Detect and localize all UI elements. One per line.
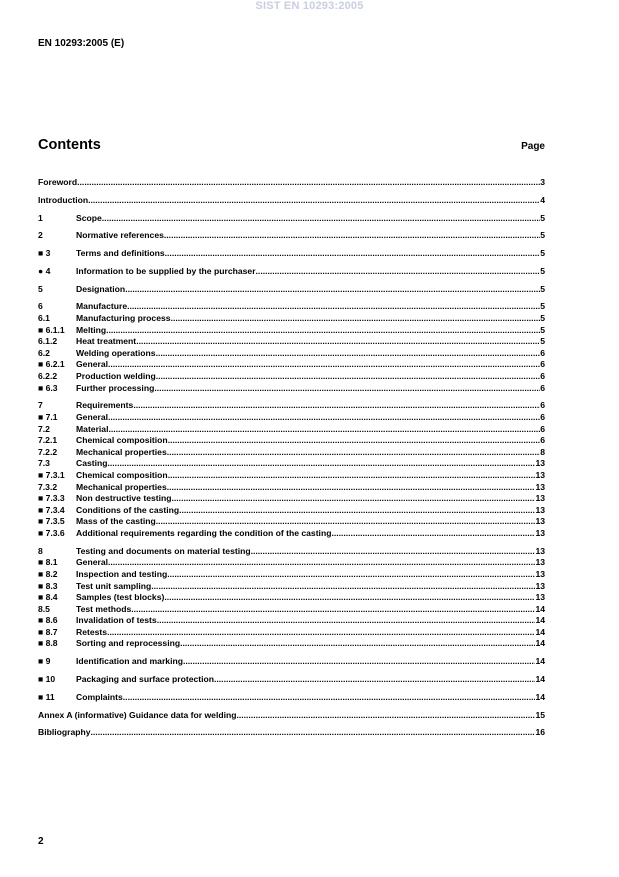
toc-entry-page: 13 <box>535 493 545 504</box>
dot-leader <box>106 325 540 337</box>
dot-leader <box>165 248 541 260</box>
dot-leader <box>167 482 536 494</box>
toc-entry-number: ■ 8.6 <box>38 615 58 626</box>
dot-leader <box>183 656 535 668</box>
toc-entry[interactable] <box>38 412 545 424</box>
toc-entry-title: Mechanical properties <box>76 446 167 457</box>
toc-entry-title: Information to be supplied by the purchaser <box>76 265 256 276</box>
toc-entry-number: 5 <box>38 283 43 294</box>
dot-leader <box>331 528 535 540</box>
toc-entry-title: Chemical composition <box>76 469 168 480</box>
toc-entry-page: 13 <box>535 481 545 492</box>
toc-entry-title: Test unit sampling <box>76 580 152 591</box>
toc-entry-title: Heat treatment <box>76 336 137 347</box>
dot-leader <box>108 424 540 436</box>
dot-leader <box>167 569 535 581</box>
toc-entry[interactable] <box>38 177 545 189</box>
toc-entry-title: Manufacture <box>76 301 128 312</box>
toc-entry-number: 7 <box>38 400 43 411</box>
toc-entry[interactable] <box>38 493 545 505</box>
toc-entry-page: 5 <box>540 324 545 335</box>
toc-entry[interactable] <box>38 301 545 313</box>
toc-entry[interactable] <box>38 569 545 581</box>
toc-entry-title: Chemical composition <box>76 435 168 446</box>
toc-entry-number: 7.3 <box>38 458 50 469</box>
toc-entry-title: Complaints <box>76 691 123 702</box>
toc-entry-title: Normative references <box>76 230 164 241</box>
toc-entry-page: 16 <box>535 727 545 738</box>
dot-leader <box>131 604 535 616</box>
dot-leader <box>251 546 536 558</box>
toc-entry-title: Conditions of the casting <box>76 504 180 515</box>
toc-entry-title: Requirements <box>76 400 134 411</box>
toc-entry-number: ■ 8.4 <box>38 592 58 603</box>
dot-leader <box>180 638 535 650</box>
toc-entry-title: Additional requirements regarding the condition of the casting <box>76 527 332 538</box>
toc-entry-page: 14 <box>535 691 545 702</box>
dot-leader <box>108 412 540 424</box>
toc-entry-title: Welding operations <box>76 347 156 358</box>
toc-entry[interactable] <box>38 615 545 627</box>
toc-entry-number: ■ 6.3 <box>38 382 58 393</box>
toc-entry-number: ■ 10 <box>38 674 56 685</box>
dot-leader <box>156 371 540 383</box>
toc-entry[interactable] <box>38 692 545 704</box>
toc-entry-page: 6 <box>540 359 545 370</box>
toc-entry-number: 7.2.1 <box>38 435 58 446</box>
toc-entry-title: Mass of the casting <box>76 516 156 527</box>
toc-entry-page: 6 <box>540 371 545 382</box>
toc-entry-number: ■ 7.3.4 <box>38 504 65 515</box>
toc-entry-title: Mechanical properties <box>76 481 167 492</box>
dot-leader <box>108 557 535 569</box>
toc-entry[interactable] <box>38 371 545 383</box>
toc-entry-number: 6.2.2 <box>38 371 58 382</box>
toc-entry-title: Sorting and reprocessing <box>76 638 181 649</box>
toc-entry-page: 6 <box>540 435 545 446</box>
toc-entry[interactable] <box>38 546 545 558</box>
toc-entry-number: 1 <box>38 212 43 223</box>
toc-entry-page: 5 <box>540 248 545 259</box>
toc-entry-title: Testing and documents on material testing <box>76 545 251 556</box>
toc-entry[interactable] <box>38 458 545 470</box>
toc-entry-number: ■ 11 <box>38 691 55 702</box>
toc-entry-number: ■ 8.7 <box>38 626 58 637</box>
toc-entry-title: Introduction <box>38 194 89 205</box>
toc-entry-page: 3 <box>540 177 545 187</box>
toc-entry-page: 13 <box>535 458 545 469</box>
toc-entry-number: 6 <box>38 301 43 312</box>
toc-entry-page: 6 <box>540 423 545 434</box>
toc-entry-title: Scope <box>76 212 102 223</box>
toc-entry[interactable] <box>38 674 545 686</box>
toc-entry-number: ■ 6.2.1 <box>38 359 65 370</box>
toc-entry-page: 5 <box>540 336 545 347</box>
toc-entry-title: Test methods <box>76 603 132 614</box>
toc-entry-title: General <box>76 359 109 370</box>
dot-leader <box>154 383 540 395</box>
dot-leader <box>107 627 535 639</box>
dot-leader <box>102 213 540 225</box>
toc-entry[interactable] <box>38 656 545 668</box>
table-of-contents <box>38 177 545 739</box>
dot-leader <box>77 177 540 189</box>
toc-entry[interactable] <box>38 266 545 278</box>
dot-leader <box>236 710 535 722</box>
toc-entry-page: 5 <box>540 283 545 294</box>
toc-entry-page: 13 <box>535 545 545 556</box>
toc-entry-number: 7.2.2 <box>38 446 58 457</box>
dot-leader <box>88 195 540 207</box>
toc-entry-page: 5 <box>540 313 545 324</box>
toc-entry-title: Non destructive testing <box>76 493 172 504</box>
toc-entry-page: 5 <box>540 230 545 241</box>
dot-leader <box>108 359 540 371</box>
toc-entry[interactable] <box>38 336 545 348</box>
toc-entry-title: General <box>76 412 109 422</box>
page-number: 2 <box>38 836 44 847</box>
toc-entry[interactable] <box>38 435 545 447</box>
dot-leader <box>123 692 536 704</box>
toc-entry-page: 13 <box>535 527 545 538</box>
dot-leader <box>125 284 540 296</box>
toc-entry-title: Bibliography <box>38 727 91 738</box>
dot-leader <box>168 435 541 447</box>
toc-entry-number: ■ 7.3.1 <box>38 469 65 480</box>
toc-entry-number: ■ 3 <box>38 248 51 259</box>
toc-entry-number: ■ 7.3.3 <box>38 493 65 504</box>
toc-entry[interactable] <box>38 313 545 325</box>
toc-entry[interactable] <box>38 528 545 540</box>
toc-entry-page: 6 <box>540 412 545 422</box>
toc-entry-page: 6 <box>540 347 545 358</box>
toc-entry[interactable] <box>38 359 545 371</box>
toc-entry-number: ■ 9 <box>38 656 51 667</box>
toc-entry[interactable] <box>38 592 545 604</box>
toc-entry-page: 14 <box>535 656 545 667</box>
toc-entry-page: 6 <box>540 382 545 393</box>
toc-entry[interactable] <box>38 604 545 616</box>
dot-leader <box>179 505 535 517</box>
toc-entry-page: 13 <box>535 516 545 527</box>
toc-entry[interactable] <box>38 230 545 242</box>
toc-entry[interactable] <box>38 470 545 482</box>
toc-entry-page: 5 <box>540 265 545 276</box>
toc-entry-page: 13 <box>535 592 545 603</box>
watermark: SIST EN 10293:2005 <box>255 0 364 12</box>
toc-entry-title: Inspection and testing <box>76 568 168 579</box>
toc-entry-number: ● 4 <box>38 265 51 276</box>
toc-entry-title: Designation <box>76 283 126 294</box>
toc-entry[interactable] <box>38 516 545 528</box>
toc-entry[interactable] <box>38 557 545 569</box>
toc-entry[interactable] <box>38 710 545 722</box>
toc-entry-title: Manufacturing process <box>76 313 171 324</box>
dot-leader <box>164 230 540 242</box>
toc-entry-title: Identification and marking <box>76 656 183 667</box>
dot-leader <box>91 727 536 739</box>
toc-entry-page: 13 <box>535 568 545 579</box>
dot-leader <box>156 348 541 360</box>
toc-entry-page: 5 <box>540 301 545 312</box>
toc-entry-title: Retests <box>76 626 108 637</box>
toc-entry-page: 14 <box>535 674 545 685</box>
toc-entry[interactable] <box>38 627 545 639</box>
toc-entry-title: Melting <box>76 324 107 335</box>
toc-entry-number: ■ 8.3 <box>38 580 58 591</box>
toc-entry[interactable] <box>38 325 545 337</box>
toc-entry[interactable] <box>38 581 545 593</box>
dot-leader <box>172 493 536 505</box>
dot-leader <box>133 400 540 412</box>
toc-entry-title: Material <box>76 423 109 434</box>
toc-entry-page: 13 <box>535 580 545 591</box>
toc-entry-page: 8 <box>540 446 545 457</box>
document-id: EN 10293:2005 (E) <box>38 38 125 49</box>
toc-entry-page: 14 <box>535 603 545 614</box>
toc-entry-number: 7.2 <box>38 423 50 434</box>
toc-entry-number: 6.2 <box>38 347 50 358</box>
dot-leader <box>256 266 541 278</box>
toc-entry[interactable] <box>38 348 545 360</box>
toc-entry-number: 6.1 <box>38 313 50 324</box>
toc-entry[interactable] <box>38 727 545 739</box>
dot-leader <box>164 592 535 604</box>
toc-entry-page: 14 <box>535 626 545 637</box>
dot-leader <box>214 674 535 686</box>
toc-entry[interactable] <box>38 383 545 395</box>
dot-leader <box>167 447 540 459</box>
page-column-label: Page <box>521 141 545 152</box>
dot-leader <box>168 470 536 482</box>
dot-leader <box>157 615 536 627</box>
toc-entry[interactable] <box>38 195 545 207</box>
dot-leader <box>151 581 535 593</box>
toc-entry-title: Production welding <box>76 371 156 382</box>
toc-entry[interactable] <box>38 638 545 650</box>
toc-entry[interactable] <box>38 284 545 296</box>
toc-entry[interactable] <box>38 424 545 436</box>
toc-entry-title: General <box>76 557 109 568</box>
toc-entry-title: Invalidation of tests <box>76 615 157 626</box>
dot-leader <box>171 313 541 325</box>
toc-entry-title: Casting <box>76 458 108 469</box>
toc-entry-title: Terms and definitions <box>76 248 165 259</box>
toc-entry-page: 13 <box>535 504 545 515</box>
toc-entry-number: ■ 8.1 <box>38 557 58 568</box>
toc-entry-number: ■ 8.8 <box>38 638 58 649</box>
toc-entry-title: Further processing <box>76 382 155 393</box>
toc-entry-page: 5 <box>540 212 545 223</box>
toc-entry-number: 8 <box>38 545 43 556</box>
dot-leader <box>156 516 536 528</box>
contents-heading: Contents <box>38 137 101 153</box>
toc-entry-page: 14 <box>535 615 545 626</box>
toc-entry-page: 13 <box>535 469 545 480</box>
toc-entry-page: 15 <box>535 709 545 720</box>
toc-entry-page: 13 <box>535 557 545 568</box>
toc-entry-page: 4 <box>540 194 545 205</box>
toc-entry-number: ■ 7.3.5 <box>38 516 65 527</box>
toc-entry-number: ■ 7.3.6 <box>38 527 65 538</box>
toc-entry-title: Foreword <box>38 177 78 187</box>
dot-leader <box>127 301 540 313</box>
toc-entry-number: 2 <box>38 230 43 241</box>
toc-entry-number: 7.3.2 <box>38 481 58 492</box>
toc-entry-number: 8.5 <box>38 603 50 614</box>
dot-leader <box>108 458 536 470</box>
toc-entry-title: Annex A (informative) Guidance data for welding <box>38 709 237 720</box>
toc-entry[interactable] <box>38 482 545 494</box>
toc-entry[interactable] <box>38 447 545 459</box>
toc-entry-page: 14 <box>535 638 545 649</box>
toc-entry-number: ■ 6.1.1 <box>38 324 65 335</box>
toc-entry-title: Samples (test blocks) <box>76 592 165 603</box>
toc-entry-number: ■ 7.1 <box>38 412 58 422</box>
toc-entry[interactable] <box>38 400 545 412</box>
toc-entry-title: Packaging and surface protection <box>76 674 215 685</box>
dot-leader <box>136 336 540 348</box>
toc-entry[interactable] <box>38 248 545 260</box>
toc-entry[interactable] <box>38 213 545 225</box>
toc-entry-number: 6.1.2 <box>38 336 58 347</box>
toc-entry-number: ■ 8.2 <box>38 568 58 579</box>
toc-entry[interactable] <box>38 505 545 517</box>
toc-entry-page: 6 <box>540 400 545 411</box>
